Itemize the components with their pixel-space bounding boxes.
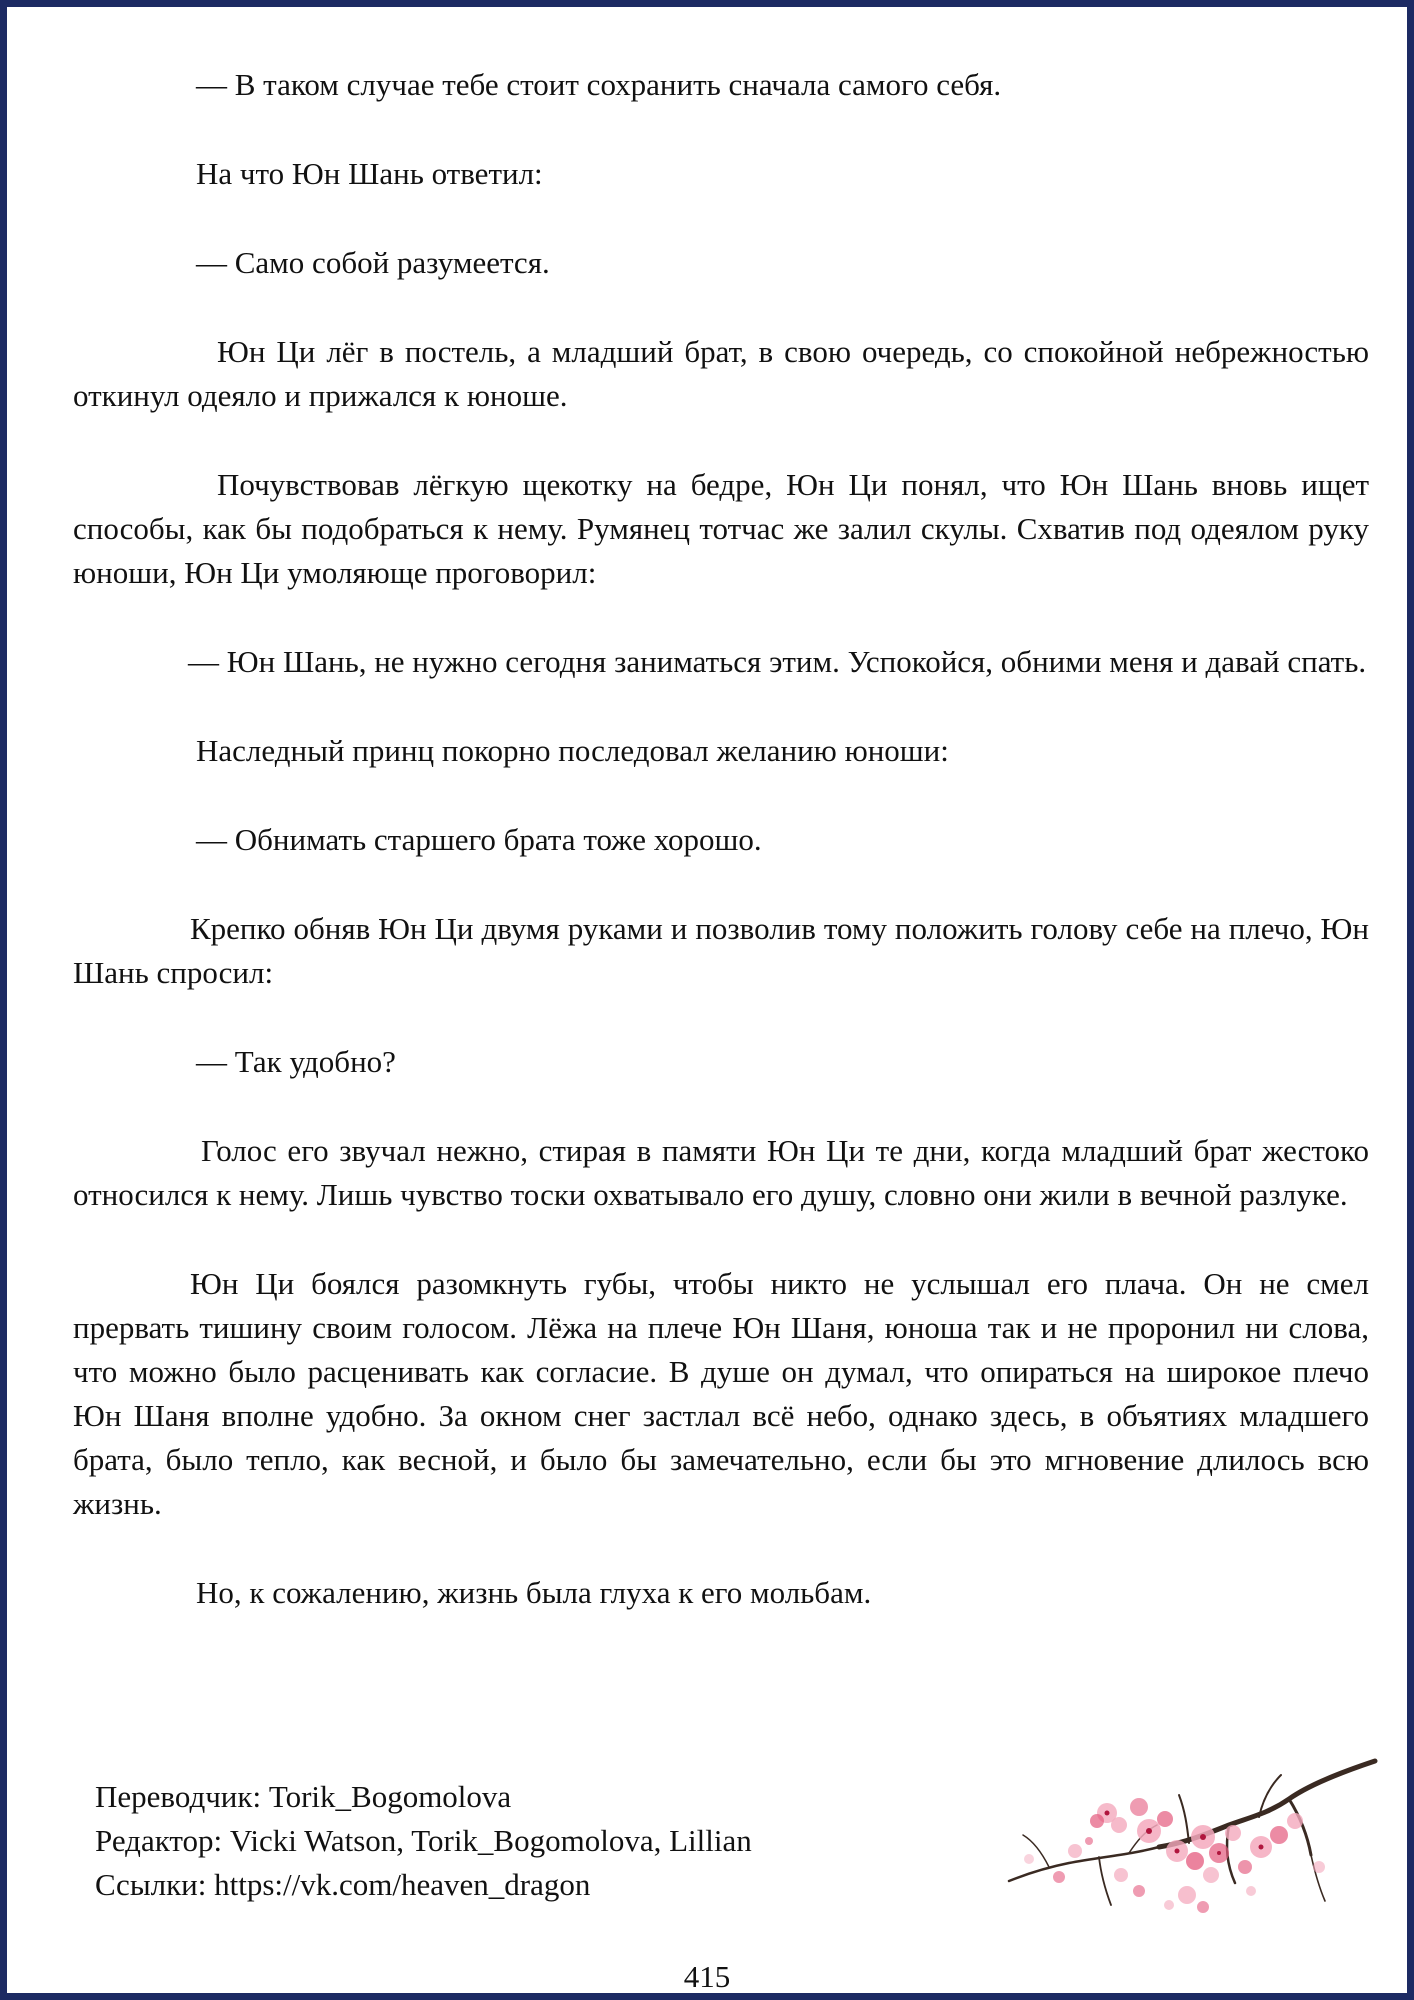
- paragraph-2: На что Юн Шань ответил:: [196, 156, 543, 191]
- paragraph-4: Юн Ци лёг в постель, а младший брат, в свою очередь, со спокойной небрежностью откинул одеяло и прижался к юноше.: [73, 334, 1369, 413]
- paragraph-7: Наследный принц покорно последовал желанию юноши:: [196, 733, 949, 768]
- page-number: 415: [683, 1959, 731, 1994]
- paragraph-3: — Само собой разумеется.: [196, 245, 550, 280]
- translator-credit: Переводчик: Torik_Bogomolova: [95, 1779, 512, 1814]
- paragraph-10: — Так удобно?: [196, 1044, 396, 1079]
- paragraph-1: — В таком случае тебе стоит сохранить сначала самого себя.: [196, 67, 1002, 102]
- paragraph-5: Почувствовав лёгкую щекотку на бедре, Юн Ци понял, что Юн Шань вновь ищет способы, как бы подобраться к нему. Румянец тотчас же залил скулы. Схватив под одеялом руку юноши, Юн Ци умоляюще проговорил:: [73, 467, 1369, 590]
- paragraph-13: Но, к сожалению, жизнь была глуха к его мольбам.: [196, 1575, 872, 1610]
- paragraph-9: Крепко обняв Юн Ци двумя руками и позволив тому положить голову себе на плечо, Юн Шань спросил:: [73, 911, 1369, 990]
- paragraph-8: — Обнимать старшего брата тоже хорошо.: [196, 822, 762, 857]
- paragraph-12: Юн Ци боялся разомкнуть губы, чтобы никто не услышал его плача. Он не смел прервать тишину своим голосом. Лёжа на плече Юн Шаня, юноша так и не проронил ни слова, что можно было расценивать как согласие. В душе он думал, что опираться на широкое плечо Юн Шаня вполне удобно. За окном снег застлал всё небо, однако здесь, в объятиях младшего брата, было тепло, как весной, и было бы замечательно, если бы это мгновение длилось всю жизнь.: [73, 1266, 1369, 1521]
- cherry-blossom-branch-icon: [989, 1755, 1379, 1925]
- paragraph-11: Голос его звучал нежно, стирая в памяти Юн Ци те дни, когда младший брат жестоко относился к нему. Лишь чувство тоски охватывало его душу, словно они жили в вечной разлуке.: [73, 1133, 1369, 1212]
- paragraph-6: — Юн Шань, не нужно сегодня заниматься этим. Успокойся, обними меня и давай спать.: [188, 644, 1367, 679]
- credits-block: [95, 1775, 752, 1907]
- links-credit: Ссылки: https://vk.com/heaven_dragon: [95, 1867, 591, 1902]
- body-text: [73, 63, 1369, 1660]
- editor-credit: Редактор: Vicki Watson, Torik_Bogomolova, Lillian: [95, 1823, 752, 1858]
